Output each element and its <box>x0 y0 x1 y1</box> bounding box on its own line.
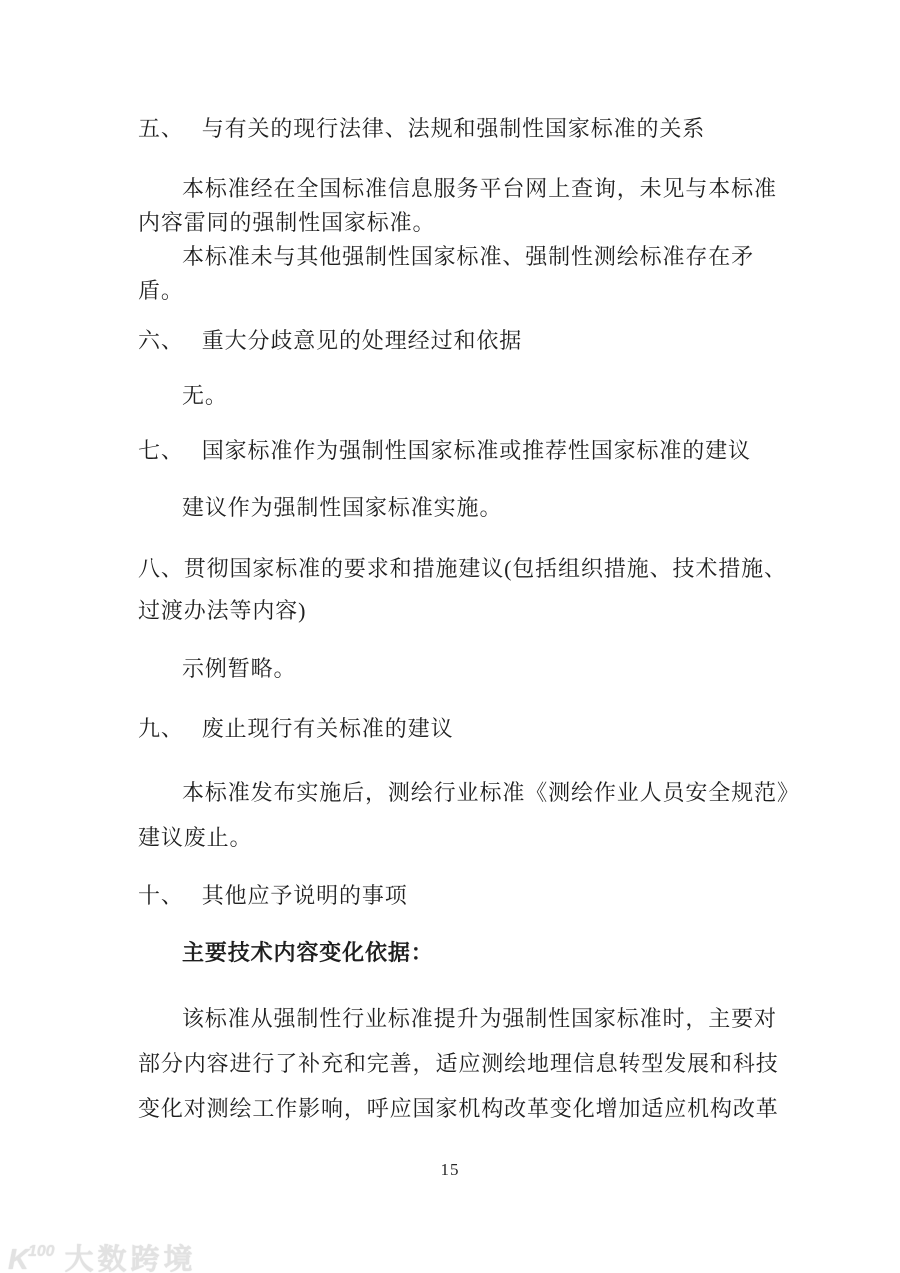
section-9-heading <box>138 717 798 741</box>
document-content <box>138 0 798 1131</box>
text-line: 变化对测绘工作影响，呼应国家机构改革变化增加适应机构改革 <box>138 1096 779 1121</box>
section-5-heading <box>138 117 798 141</box>
section-8-heading-line1 <box>138 548 798 590</box>
section-8-heading-line2: 过渡办法等内容) <box>138 598 307 623</box>
section-8-number: 八、 <box>138 556 184 581</box>
text-line: 建议废止。 <box>138 825 253 850</box>
text-line: 建议作为强制性国家标准实施。 <box>182 495 503 520</box>
section-7-title: 国家标准作为强制性国家标准或推荐性国家标准的建议 <box>201 438 751 463</box>
section-5-title: 与有关的现行法律、法规和强制性国家标准的关系 <box>201 116 706 141</box>
section-10-body <box>138 996 798 1131</box>
text-line: 该标准从强制性行业标准提升为强制性国家标准时，主要对 <box>182 1006 777 1031</box>
section-7-body <box>138 491 798 525</box>
section-5-number: 五、 <box>138 116 184 141</box>
watermark-logo-k: K <box>8 1244 28 1273</box>
section-8-body <box>138 652 798 686</box>
text-line: 部分内容进行了补充和完善，适应测绘地理信息转型发展和科技 <box>138 1051 779 1076</box>
section-5-body <box>138 172 798 308</box>
section-10-number: 十、 <box>138 883 184 908</box>
section-6-heading <box>138 329 798 353</box>
section-6-title: 重大分歧意见的处理经过和依据 <box>201 328 523 353</box>
section-10-subheading: 主要技术内容变化依据： <box>182 940 434 965</box>
watermark-k100-logo-icon <box>8 1244 55 1273</box>
watermark <box>8 1237 197 1273</box>
text-line: 盾。 <box>138 278 184 303</box>
section-7-heading <box>138 439 798 463</box>
text-line: 内容雷同的强制性国家标准。 <box>138 210 436 235</box>
section-10-heading <box>138 884 798 908</box>
section-6-number: 六、 <box>138 328 184 353</box>
text-line: 示例暂略。 <box>182 656 297 681</box>
section-9-number: 九、 <box>138 716 184 741</box>
text-line: 本标准经在全国标准信息服务平台网上查询，未见与本标准 <box>182 176 777 201</box>
watermark-text: 大数跨境 <box>64 1244 197 1273</box>
section-8-heading <box>138 548 798 632</box>
section-6-body <box>138 379 798 413</box>
text-line: 本标准未与其他强制性国家标准、强制性测绘标准存在矛 <box>182 244 755 269</box>
section-9-title: 废止现行有关标准的建议 <box>201 716 454 741</box>
text-line: 本标准发布实施后，测绘行业标准《测绘作业人员安全规范》 <box>182 780 800 805</box>
section-8-title: 贯彻国家标准的要求和措施建议(包括组织措施、技术措施、 <box>183 556 787 581</box>
page-number: 15 <box>440 1160 460 1179</box>
text-line: 无。 <box>182 383 228 408</box>
watermark-logo-sup: 100 <box>27 1243 55 1261</box>
section-10-title: 其他应予说明的事项 <box>201 883 408 908</box>
section-7-number: 七、 <box>138 438 184 463</box>
section-9-body <box>138 770 798 860</box>
